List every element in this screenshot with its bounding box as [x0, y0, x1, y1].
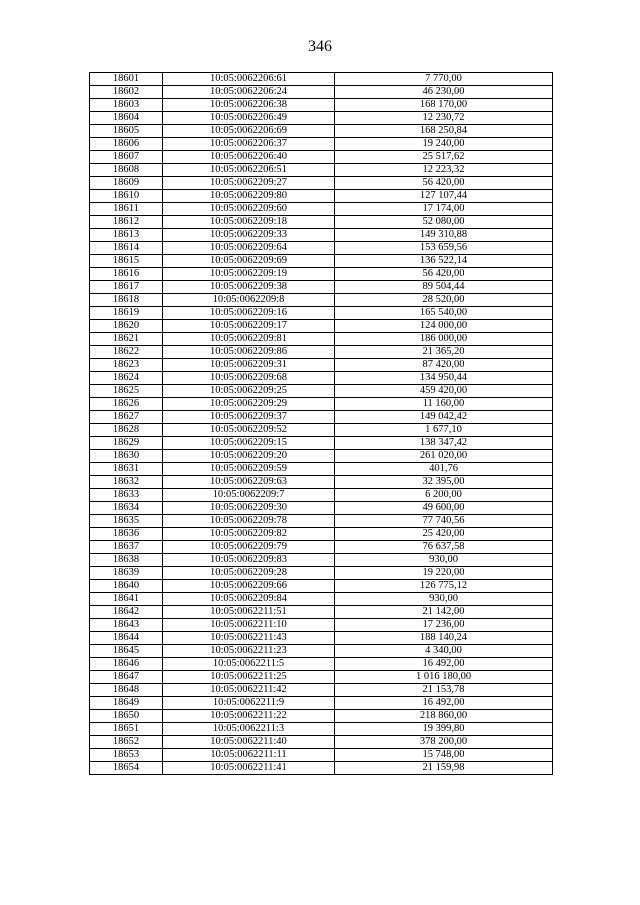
- row-number-cell: 18617: [90, 281, 163, 294]
- registry-table-body: [90, 73, 553, 775]
- row-number-cell: 18629: [90, 437, 163, 450]
- row-number-cell: 18601: [90, 73, 163, 86]
- amount-cell: 12 230,72: [335, 112, 553, 125]
- cadastral-number-cell: 10:05:0062209:64: [163, 242, 335, 255]
- amount-cell: 153 659,56: [335, 242, 553, 255]
- table-row: [90, 528, 553, 541]
- page-number: 346: [308, 38, 332, 55]
- cadastral-number-cell: 10:05:0062206:51: [163, 164, 335, 177]
- table-row: [90, 294, 553, 307]
- amount-cell: 56 420,00: [335, 268, 553, 281]
- amount-cell: 16 492,00: [335, 697, 553, 710]
- row-number-cell: 18651: [90, 723, 163, 736]
- row-number-cell: 18640: [90, 580, 163, 593]
- table-row: [90, 541, 553, 554]
- amount-cell: 16 492,00: [335, 658, 553, 671]
- cadastral-number-cell: 10:05:0062211:10: [163, 619, 335, 632]
- amount-cell: 188 140,24: [335, 632, 553, 645]
- row-number-cell: 18635: [90, 515, 163, 528]
- cadastral-number-cell: 10:05:0062209:52: [163, 424, 335, 437]
- row-number-cell: 18644: [90, 632, 163, 645]
- cadastral-number-cell: 10:05:0062211:43: [163, 632, 335, 645]
- row-number-cell: 18606: [90, 138, 163, 151]
- cadastral-number-cell: 10:05:0062209:63: [163, 476, 335, 489]
- cadastral-number-cell: 10:05:0062211:22: [163, 710, 335, 723]
- amount-cell: 149 310,88: [335, 229, 553, 242]
- row-number-cell: 18604: [90, 112, 163, 125]
- cadastral-number-cell: 10:05:0062209:79: [163, 541, 335, 554]
- row-number-cell: 18648: [90, 684, 163, 697]
- cadastral-number-cell: 10:05:0062209:15: [163, 437, 335, 450]
- table-row: [90, 632, 553, 645]
- amount-cell: 32 395,00: [335, 476, 553, 489]
- cadastral-number-cell: 10:05:0062209:20: [163, 450, 335, 463]
- amount-cell: 19 240,00: [335, 138, 553, 151]
- cadastral-number-cell: 10:05:0062206:24: [163, 86, 335, 99]
- amount-cell: 15 748,00: [335, 749, 553, 762]
- row-number-cell: 18633: [90, 489, 163, 502]
- amount-cell: 149 042,42: [335, 411, 553, 424]
- amount-cell: 136 522,14: [335, 255, 553, 268]
- cadastral-number-cell: 10:05:0062211:42: [163, 684, 335, 697]
- table-row: [90, 684, 553, 697]
- cadastral-number-cell: 10:05:0062206:38: [163, 99, 335, 112]
- cadastral-number-cell: 10:05:0062211:40: [163, 736, 335, 749]
- amount-cell: 1 677,10: [335, 424, 553, 437]
- table-row: [90, 190, 553, 203]
- amount-cell: 165 540,00: [335, 307, 553, 320]
- cadastral-number-cell: 10:05:0062206:40: [163, 151, 335, 164]
- cadastral-number-cell: 10:05:0062209:66: [163, 580, 335, 593]
- amount-cell: 52 080,00: [335, 216, 553, 229]
- row-number-cell: 18628: [90, 424, 163, 437]
- row-number-cell: 18627: [90, 411, 163, 424]
- row-number-cell: 18631: [90, 463, 163, 476]
- cadastral-number-cell: 10:05:0062209:16: [163, 307, 335, 320]
- amount-cell: 134 950,44: [335, 372, 553, 385]
- cadastral-number-cell: 10:05:0062209:69: [163, 255, 335, 268]
- cadastral-number-cell: 10:05:0062209:60: [163, 203, 335, 216]
- row-number-cell: 18611: [90, 203, 163, 216]
- table-row: [90, 86, 553, 99]
- cadastral-number-cell: 10:05:0062209:18: [163, 216, 335, 229]
- row-number-cell: 18602: [90, 86, 163, 99]
- row-number-cell: 18637: [90, 541, 163, 554]
- amount-cell: 21 159,98: [335, 762, 553, 775]
- cadastral-number-cell: 10:05:0062206:69: [163, 125, 335, 138]
- table-row: [90, 736, 553, 749]
- row-number-cell: 18636: [90, 528, 163, 541]
- cadastral-number-cell: 10:05:0062211:9: [163, 697, 335, 710]
- row-number-cell: 18634: [90, 502, 163, 515]
- table-row: [90, 73, 553, 86]
- table-row: [90, 268, 553, 281]
- table-row: [90, 320, 553, 333]
- amount-cell: 77 740,56: [335, 515, 553, 528]
- row-number-cell: 18642: [90, 606, 163, 619]
- row-number-cell: 18652: [90, 736, 163, 749]
- amount-cell: 12 223,32: [335, 164, 553, 177]
- amount-cell: 186 000,00: [335, 333, 553, 346]
- amount-cell: 49 600,00: [335, 502, 553, 515]
- amount-cell: 124 000,00: [335, 320, 553, 333]
- table-row: [90, 567, 553, 580]
- table-row: [90, 606, 553, 619]
- amount-cell: 138 347,42: [335, 437, 553, 450]
- row-number-cell: 18609: [90, 177, 163, 190]
- amount-cell: 46 230,00: [335, 86, 553, 99]
- amount-cell: 17 236,00: [335, 619, 553, 632]
- registry-table: [89, 72, 553, 775]
- table-row: [90, 749, 553, 762]
- table-row: [90, 346, 553, 359]
- row-number-cell: 18647: [90, 671, 163, 684]
- row-number-cell: 18623: [90, 359, 163, 372]
- amount-cell: 930,00: [335, 593, 553, 606]
- cadastral-number-cell: 10:05:0062211:51: [163, 606, 335, 619]
- amount-cell: 76 637,58: [335, 541, 553, 554]
- amount-cell: 6 200,00: [335, 489, 553, 502]
- row-number-cell: 18643: [90, 619, 163, 632]
- cadastral-number-cell: 10:05:0062209:80: [163, 190, 335, 203]
- row-number-cell: 18654: [90, 762, 163, 775]
- row-number-cell: 18632: [90, 476, 163, 489]
- row-number-cell: 18645: [90, 645, 163, 658]
- table-row: [90, 307, 553, 320]
- amount-cell: 25 517,62: [335, 151, 553, 164]
- row-number-cell: 18619: [90, 307, 163, 320]
- row-number-cell: 18624: [90, 372, 163, 385]
- row-number-cell: 18610: [90, 190, 163, 203]
- table-row: [90, 242, 553, 255]
- amount-cell: 19 220,00: [335, 567, 553, 580]
- row-number-cell: 18626: [90, 398, 163, 411]
- cadastral-number-cell: 10:05:0062209:27: [163, 177, 335, 190]
- row-number-cell: 18612: [90, 216, 163, 229]
- table-row: [90, 450, 553, 463]
- table-row: [90, 424, 553, 437]
- table-row: [90, 762, 553, 775]
- row-number-cell: 18607: [90, 151, 163, 164]
- cadastral-number-cell: 10:05:0062211:23: [163, 645, 335, 658]
- table-row: [90, 281, 553, 294]
- table-row: [90, 99, 553, 112]
- cadastral-number-cell: 10:05:0062209:78: [163, 515, 335, 528]
- amount-cell: 21 142,00: [335, 606, 553, 619]
- cadastral-number-cell: 10:05:0062209:38: [163, 281, 335, 294]
- table-row: [90, 658, 553, 671]
- cadastral-number-cell: 10:05:0062209:31: [163, 359, 335, 372]
- row-number-cell: 18653: [90, 749, 163, 762]
- cadastral-number-cell: 10:05:0062209:7: [163, 489, 335, 502]
- table-row: [90, 203, 553, 216]
- cadastral-number-cell: 10:05:0062209:83: [163, 554, 335, 567]
- table-row: [90, 645, 553, 658]
- table-row: [90, 333, 553, 346]
- table-row: [90, 164, 553, 177]
- table-row: [90, 593, 553, 606]
- cadastral-number-cell: 10:05:0062209:29: [163, 398, 335, 411]
- table-row: [90, 476, 553, 489]
- amount-cell: 168 250,84: [335, 125, 553, 138]
- row-number-cell: 18614: [90, 242, 163, 255]
- cadastral-number-cell: 10:05:0062209:30: [163, 502, 335, 515]
- cadastral-number-cell: 10:05:0062209:8: [163, 294, 335, 307]
- cadastral-number-cell: 10:05:0062209:19: [163, 268, 335, 281]
- amount-cell: 21 153,78: [335, 684, 553, 697]
- table-row: [90, 723, 553, 736]
- cadastral-number-cell: 10:05:0062211:25: [163, 671, 335, 684]
- table-row: [90, 437, 553, 450]
- row-number-cell: 18605: [90, 125, 163, 138]
- cadastral-number-cell: 10:05:0062211:3: [163, 723, 335, 736]
- row-number-cell: 18622: [90, 346, 163, 359]
- table-row: [90, 502, 553, 515]
- cadastral-number-cell: 10:05:0062209:33: [163, 229, 335, 242]
- row-number-cell: 18641: [90, 593, 163, 606]
- row-number-cell: 18618: [90, 294, 163, 307]
- amount-cell: 17 174,00: [335, 203, 553, 216]
- cadastral-number-cell: 10:05:0062211:11: [163, 749, 335, 762]
- amount-cell: 25 420,00: [335, 528, 553, 541]
- amount-cell: 378 200,00: [335, 736, 553, 749]
- table-row: [90, 151, 553, 164]
- amount-cell: 459 420,00: [335, 385, 553, 398]
- cadastral-number-cell: 10:05:0062206:49: [163, 112, 335, 125]
- row-number-cell: 18646: [90, 658, 163, 671]
- table-row: [90, 398, 553, 411]
- row-number-cell: 18616: [90, 268, 163, 281]
- table-row: [90, 125, 553, 138]
- row-number-cell: 18649: [90, 697, 163, 710]
- row-number-cell: 18603: [90, 99, 163, 112]
- cadastral-number-cell: 10:05:0062209:82: [163, 528, 335, 541]
- amount-cell: 1 016 180,00: [335, 671, 553, 684]
- table-row: [90, 619, 553, 632]
- amount-cell: 261 020,00: [335, 450, 553, 463]
- cadastral-number-cell: 10:05:0062209:17: [163, 320, 335, 333]
- row-number-cell: 18621: [90, 333, 163, 346]
- row-number-cell: 18630: [90, 450, 163, 463]
- cadastral-number-cell: 10:05:0062209:68: [163, 372, 335, 385]
- row-number-cell: 18615: [90, 255, 163, 268]
- table-row: [90, 359, 553, 372]
- table-row: [90, 580, 553, 593]
- cadastral-number-cell: 10:05:0062206:37: [163, 138, 335, 151]
- table-row: [90, 372, 553, 385]
- table-row: [90, 216, 553, 229]
- amount-cell: 19 399,80: [335, 723, 553, 736]
- amount-cell: 168 170,00: [335, 99, 553, 112]
- amount-cell: 87 420,00: [335, 359, 553, 372]
- amount-cell: 7 770,00: [335, 73, 553, 86]
- row-number-cell: 18639: [90, 567, 163, 580]
- amount-cell: 218 860,00: [335, 710, 553, 723]
- cadastral-number-cell: 10:05:0062209:84: [163, 593, 335, 606]
- table-row: [90, 177, 553, 190]
- amount-cell: 401,76: [335, 463, 553, 476]
- amount-cell: 126 775,12: [335, 580, 553, 593]
- table-row: [90, 489, 553, 502]
- amount-cell: 4 340,00: [335, 645, 553, 658]
- table-row: [90, 229, 553, 242]
- table-row: [90, 515, 553, 528]
- row-number-cell: 18620: [90, 320, 163, 333]
- table-row: [90, 671, 553, 684]
- amount-cell: 21 365,20: [335, 346, 553, 359]
- cadastral-number-cell: 10:05:0062209:28: [163, 567, 335, 580]
- cadastral-number-cell: 10:05:0062209:86: [163, 346, 335, 359]
- amount-cell: 11 160,00: [335, 398, 553, 411]
- table-row: [90, 463, 553, 476]
- cadastral-number-cell: 10:05:0062209:25: [163, 385, 335, 398]
- amount-cell: 930,00: [335, 554, 553, 567]
- cadastral-number-cell: 10:05:0062209:81: [163, 333, 335, 346]
- table-row: [90, 255, 553, 268]
- table-row: [90, 112, 553, 125]
- row-number-cell: 18613: [90, 229, 163, 242]
- amount-cell: 28 520,00: [335, 294, 553, 307]
- row-number-cell: 18608: [90, 164, 163, 177]
- amount-cell: 89 504,44: [335, 281, 553, 294]
- row-number-cell: 18650: [90, 710, 163, 723]
- row-number-cell: 18638: [90, 554, 163, 567]
- table-row: [90, 411, 553, 424]
- amount-cell: 56 420,00: [335, 177, 553, 190]
- amount-cell: 127 107,44: [335, 190, 553, 203]
- cadastral-number-cell: 10:05:0062206:61: [163, 73, 335, 86]
- cadastral-number-cell: 10:05:0062209:37: [163, 411, 335, 424]
- cadastral-number-cell: 10:05:0062209:59: [163, 463, 335, 476]
- table-row: [90, 554, 553, 567]
- table-row: [90, 697, 553, 710]
- table-row: [90, 138, 553, 151]
- table-row: [90, 385, 553, 398]
- table-row: [90, 710, 553, 723]
- row-number-cell: 18625: [90, 385, 163, 398]
- cadastral-number-cell: 10:05:0062211:5: [163, 658, 335, 671]
- cadastral-number-cell: 10:05:0062211:41: [163, 762, 335, 775]
